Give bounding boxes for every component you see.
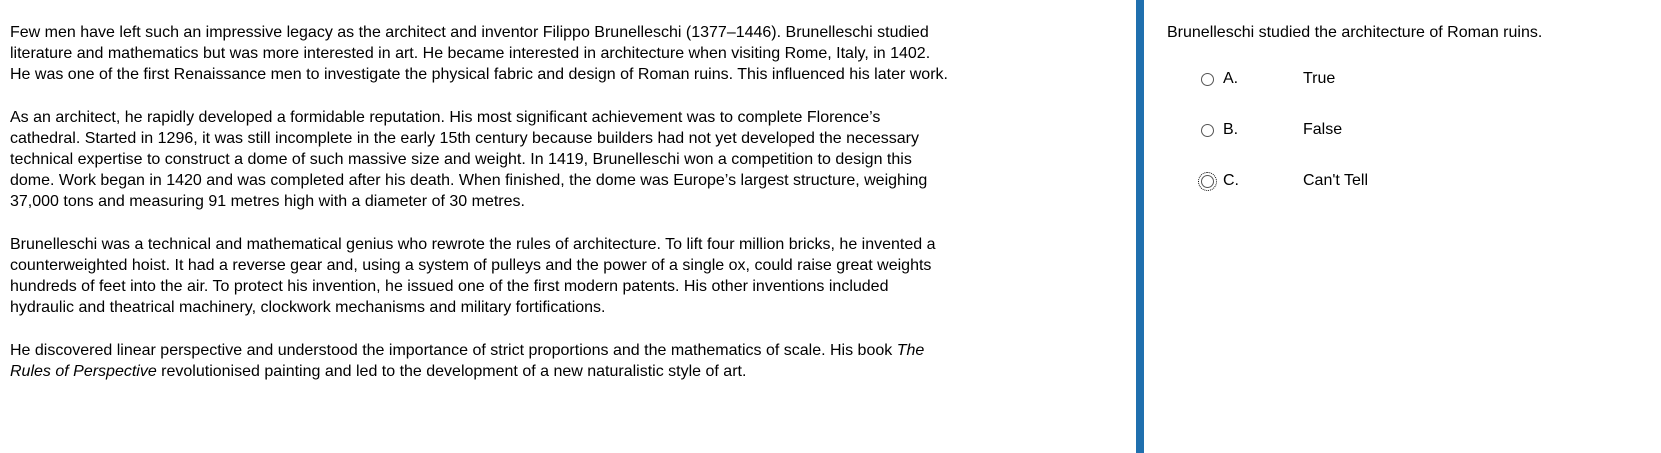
passage-line: hundreds of feet into the air. To protect his invention, he issued one of the first modern patents. His other inventions included — [10, 278, 889, 295]
radio-button[interactable] — [1201, 124, 1214, 137]
passage-line: As an architect, he rapidly developed a formidable reputation. His most significant achievement was to complete Florence’s — [10, 109, 881, 126]
passage-line: dome. Work began in 1420 and was completed after his death. When finished, the dome was Europe’s largest structure, weighing — [10, 172, 928, 189]
passage-line: literature and mathematics but was more interested in art. He became interested in architecture when visiting Rome, Italy, in 1402. — [10, 45, 931, 62]
passage-line: Few men have left such an impressive legacy as the architect and inventor Filippo Brunelleschi (1377–1446). Brunelleschi studied — [10, 24, 929, 41]
passage-line: technical expertise to construct a dome of such massive size and weight. In 1419, Brunelleschi won a competition to design this — [10, 151, 912, 168]
radio-button[interactable] — [1201, 175, 1214, 188]
passage-text: revolutionised painting and led to the development of a new naturalistic style of art. — [156, 363, 747, 380]
radio-button[interactable] — [1201, 73, 1214, 86]
question-stem: Brunelleschi studied the architecture of Roman ruins. — [1167, 24, 1543, 41]
passage-line: 37,000 tons and measuring 91 metres high with a diameter of 30 metres. — [10, 193, 525, 210]
book-title-part: The — [896, 342, 925, 359]
passage-line — [10, 340, 1110, 361]
passage-text: He discovered linear perspective and understood the importance of strict proportions and the mathematics of scale. His book — [10, 342, 897, 359]
reading-passage — [10, 22, 1110, 404]
passage-line: hydraulic and theatrical machinery, clockwork mechanisms and military fortifications. — [10, 299, 606, 316]
panel-divider — [1136, 0, 1144, 453]
passage-paragraph — [10, 107, 1110, 212]
option-letter: B. — [1223, 121, 1239, 138]
option-text: True — [1303, 70, 1336, 87]
passage-line: He was one of the first Renaissance men to investigate the physical fabric and design of Roman ruins. This influenced his later work. — [10, 66, 948, 83]
passage-paragraph — [10, 340, 1110, 382]
question-panel — [1167, 0, 1661, 453]
passage-paragraph — [10, 234, 1110, 318]
passage-paragraph — [10, 22, 1110, 85]
option-text: Can't Tell — [1303, 172, 1369, 189]
passage-line: counterweighted hoist. It had a reverse gear and, using a system of pulleys and the power of a single ox, could raise great weights — [10, 257, 932, 274]
option-letter: A. — [1223, 70, 1239, 87]
passage-line: cathedral. Started in 1296, it was still incomplete in the early 15th century because builders had not yet developed the necessary — [10, 130, 919, 147]
option-letter: C. — [1223, 172, 1239, 189]
passage-line: Brunelleschi was a technical and mathematical genius who rewrote the rules of architecture. To lift four million bricks, he invented a — [10, 236, 936, 253]
book-title-part: Rules of Perspective — [10, 363, 157, 380]
option-text: False — [1303, 121, 1343, 138]
passage-line — [10, 361, 1110, 382]
